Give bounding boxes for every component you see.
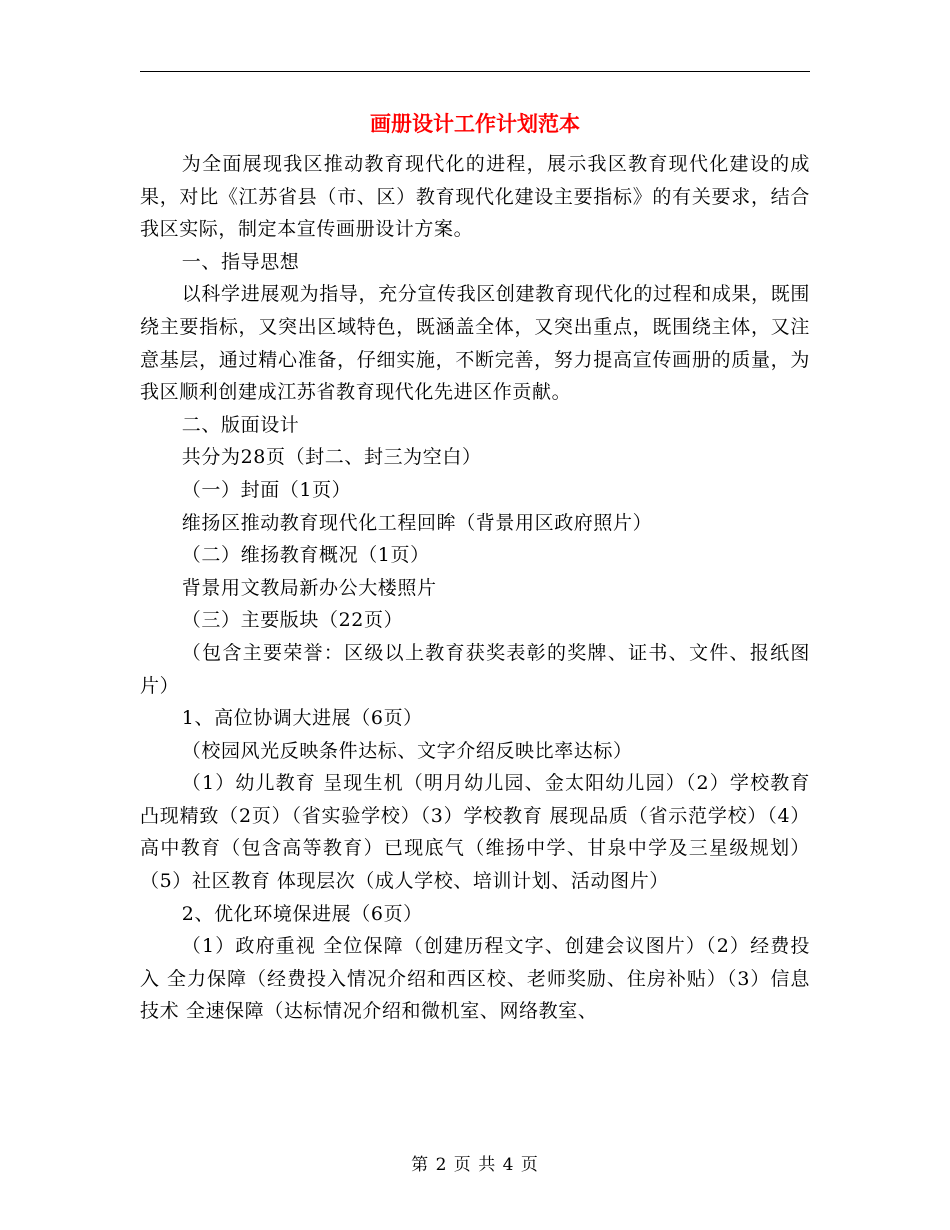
body-paragraph: 以科学进展观为指导，充分宣传我区创建教育现代化的过程和成果，既围绕主要指标，又突出区域特色，既涵盖全体，又突出重点，既围绕主体，又注意基层，通过精心准备，仔细实施，不断完善，努力提高宣传画册的质量，为我区顺利创建成江苏省教育现代化先进区作贡献。 — [140, 283, 810, 404]
document-title: 画册设计工作计划范本 — [370, 111, 580, 136]
header-rule — [140, 71, 810, 72]
page-number-footer: 第 2 页 共 4 页 — [411, 1155, 539, 1175]
body-paragraph: 为全面展现我区推动教育现代化的进程，展示我区教育现代化建设的成果，对比《江苏省县（市、区）教育现代化建设主要指标》的有关要求，结合我区实际，制定本宣传画册设计方案。 — [140, 153, 810, 241]
body-paragraph: 2、优化环境保进展（6页） — [181, 902, 423, 925]
document-body — [140, 148, 810, 1028]
body-paragraph: （包含主要荣誉：区级以上教育获奖表彰的奖牌、证书、文件、报纸图片） — [140, 641, 810, 697]
body-paragraph: （校园风光反映条件达标、文字介绍反映比率达标） — [181, 739, 633, 762]
body-paragraph: （1）政府重视 全位保障（创建历程文字、创建会议图片）（2）经费投入 全力保障（经费投入情况介绍和西区校、老师奖励、住房补贴）（3）信息技术 全速保障（达标情况介绍和微机室、网络教室、 — [140, 935, 810, 1023]
body-paragraph: （1）幼儿教育 呈现生机（明月幼儿园、金太阳幼儿园）（2）学校教育 凸现精致（2页）（省实验学校）（3）学校教育 展现品质（省示范学校）（4）高中教育（包含高等教育）已现底气（维扬中学、甘泉中学及三星级规划）（5）社区教育 体现层次（成人学校、培训计划、活动图片） — [140, 772, 810, 893]
body-paragraph: 一、指导思想 — [181, 250, 300, 273]
body-paragraph: 背景用文教局新办公大楼照片 — [181, 576, 437, 599]
body-paragraph: （一）封面（1页） — [181, 478, 352, 501]
body-paragraph: （二）维扬教育概况（1页） — [181, 544, 430, 567]
body-paragraph: 二、版面设计 — [181, 413, 300, 436]
body-paragraph: （三）主要版块（22页） — [181, 609, 404, 632]
body-paragraph: 1、高位协调大进展（6页） — [181, 707, 423, 730]
body-paragraph: 共分为28页（封二、封三为空白） — [181, 446, 482, 469]
body-paragraph: 维扬区推动教育现代化工程回眸（背景用区政府照片） — [181, 511, 653, 534]
